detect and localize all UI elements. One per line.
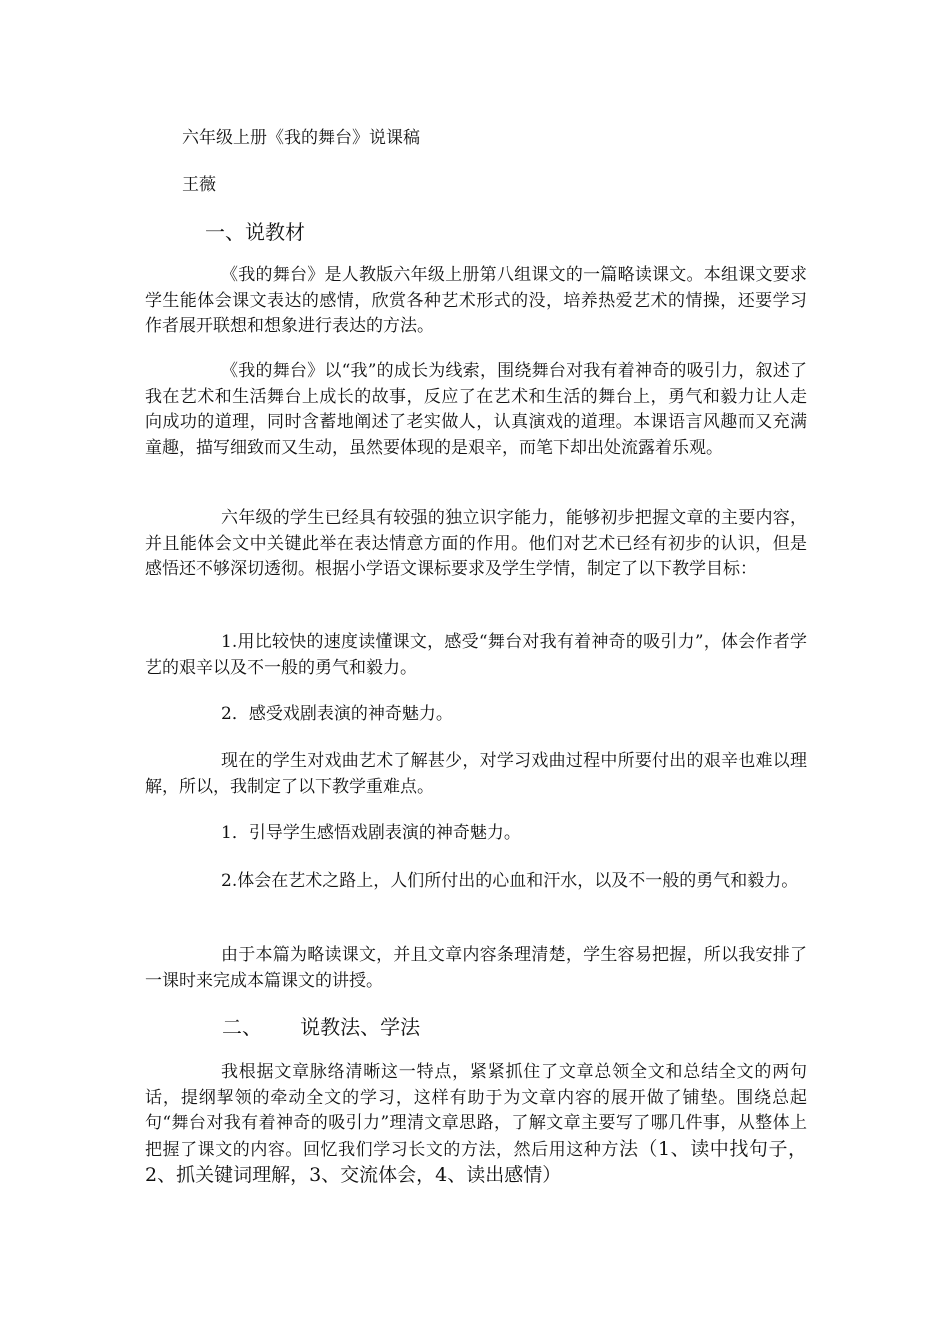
paragraph: 《我的舞台》是人教版六年级上册第八组课文的一篇略读课文。本组课文要求学生能体会课文表达的感情，欣赏各种艺术形式的没，培养热爱艺术的情操，还要学习作者展开联想和想象进行表达的方法。 [145, 265, 807, 336]
author-name: 王薇 [182, 175, 216, 195]
teaching-goal-1: 1.用比较快的速度读懂课文，感受“舞台对我有着神奇的吸引力”，体会作者学艺的艰辛以及不一般的勇气和毅力。 [145, 632, 807, 678]
paragraph-methods-tail: 法（1、读中找句子，2、抓关键词理解，3、交流体会，4、读出感情） [145, 1137, 808, 1186]
section-heading-teaching-material: 一、说教材 [205, 220, 305, 244]
paragraph-methods-text: 我根据文章脉络清晰这一特点，紧紧抓住了文章总领全文和总结全文的两句话，提纲挈领的牵动全文的学习，这样有助于为文章内容的展开做了铺垫。围绕总起句“舞台对我有着神奇的吸引力”理清文章思路，了解文章主要写了哪几件事，从整体上把握了课文的内容。回忆我们学习长文的方法，然后用这种方 [145, 1062, 807, 1160]
document-title: 六年级上册《我的舞台》说课稿 [182, 128, 420, 148]
section-heading-teaching-methods: 二、 说教法、学法 [222, 1015, 421, 1039]
paragraph-methods [145, 1060, 807, 1190]
paragraph: 现在的学生对戏曲艺术了解甚少，对学习戏曲过程中所要付出的艰辛也难以理解，所以，我制定了以下教学重难点。 [145, 751, 807, 797]
paragraph: 六年级的学生已经具有较强的独立识字能力，能够初步把握文章的主要内容，并且能体会文中关键此举在表达情意方面的作用。他们对艺术已经有初步的认识，但是感悟还不够深切透彻。根据小学语文课标要求及学生学情，制定了以下教学目标： [145, 508, 807, 579]
key-point-2: 2.体会在艺术之路上，人们所付出的心血和汗水，以及不一般的勇气和毅力。 [221, 871, 799, 891]
paragraph: 由于本篇为略读课文，并且文章内容条理清楚，学生容易把握，所以我安排了一课时来完成本篇课文的讲授。 [145, 945, 807, 991]
key-point-1: 1．引导学生感悟戏剧表演的神奇魅力。 [221, 823, 521, 843]
teaching-goal-2: 2．感受戏剧表演的神奇魅力。 [221, 704, 453, 724]
paragraph: 《我的舞台》以“我”的成长为线索，围绕舞台对我有着神奇的吸引力，叙述了我在艺术和生活舞台上成长的故事，反应了在艺术和生活的舞台上，勇气和毅力让人走向成功的道理，同时含蓄地阐述了老实做人，认真演戏的道理。本课语言风趣而又充满童趣，描写细致而又生动，虽然要体现的是艰辛，而笔下却出处流露着乐观。 [145, 361, 807, 458]
